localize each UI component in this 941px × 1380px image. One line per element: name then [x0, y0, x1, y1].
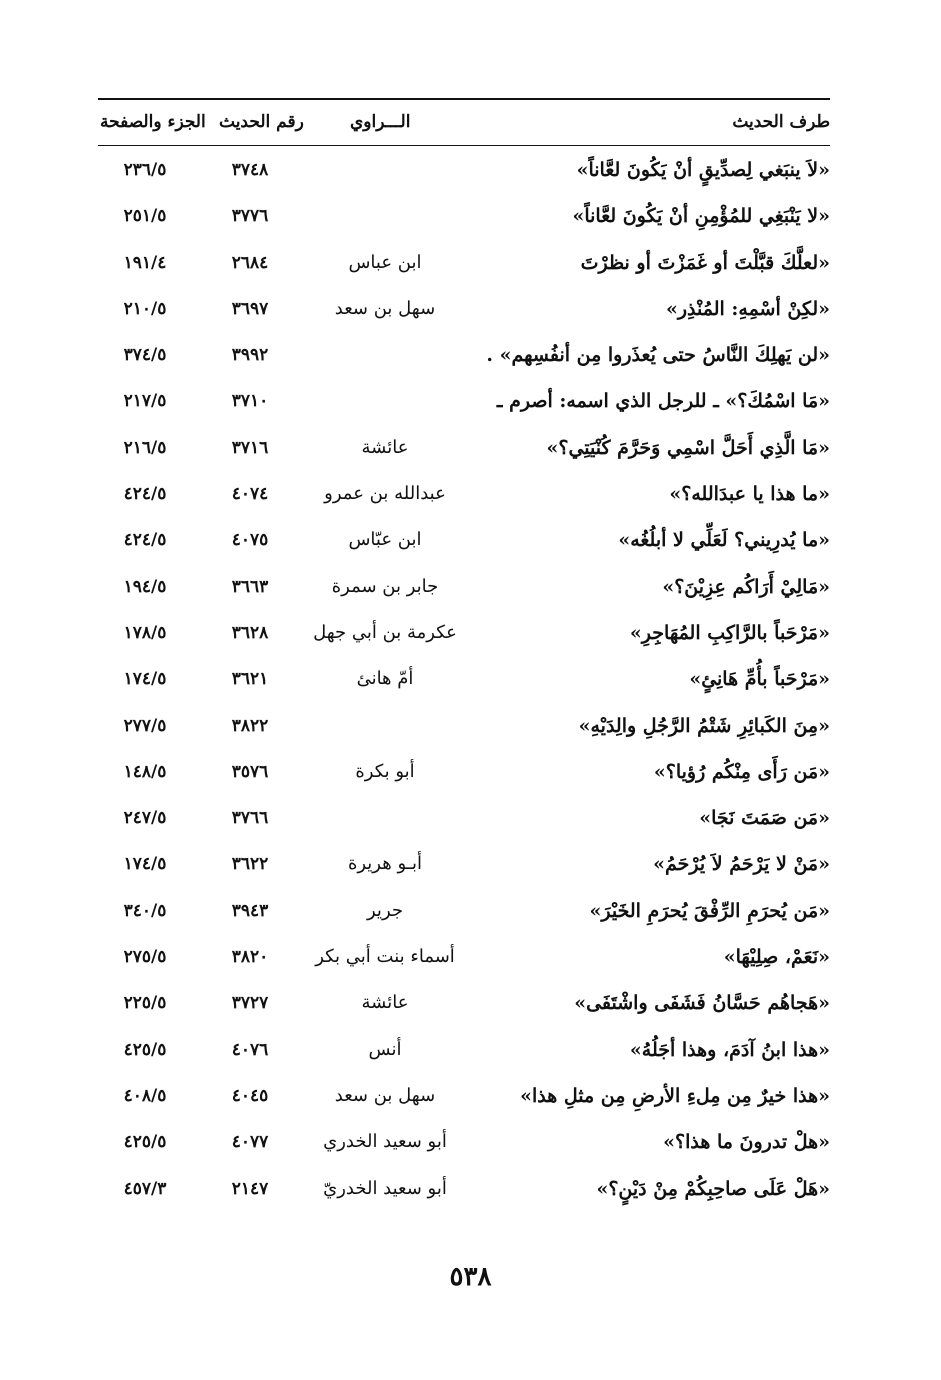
rawi-cell: عبدالله بن عمرو — [324, 483, 446, 505]
page-number: ٥٣٨ — [449, 1262, 492, 1292]
hadith-number-cell: ٣٦٢١ — [231, 669, 269, 690]
hadith-index-table — [0, 148, 941, 1213]
hadith-cell: «مَنْ لا يَرْحَمُ لاَ يُرْحَمُ» — [653, 853, 830, 876]
hadith-cell: «هلْ تدرونَ ما هذا؟» — [663, 1131, 830, 1154]
volume-page-cell: ٤٠٨/٥ — [123, 1085, 167, 1106]
volume-page-cell: ٢٧٧/٥ — [123, 715, 167, 736]
hadith-number-cell: ٣٥٧٦ — [231, 761, 269, 782]
table-row — [0, 1120, 941, 1166]
table-row — [0, 796, 941, 842]
hadith-number-cell: ٣٧٢٧ — [231, 993, 269, 1014]
table-row — [0, 194, 941, 240]
hadith-cell: «مَرْحَباً بأُمِّ هَانِئٍ» — [689, 668, 830, 691]
table-row — [0, 426, 941, 472]
hadith-number-cell: ٣٧١٠ — [231, 391, 269, 412]
hadith-number-cell: ٣٧٧٦ — [231, 206, 269, 227]
table-row — [0, 981, 941, 1027]
hadith-number-cell: ٤٠٧٦ — [231, 1039, 269, 1060]
rawi-cell: جرير — [367, 899, 403, 921]
hadith-cell: «لعلَّكَ قبَّلْتَ أو غَمَزْتَ أو نظرْتَ — [580, 251, 830, 274]
header-hadith: طرف الحديث — [732, 112, 830, 132]
volume-page-cell: ١٧٨/٥ — [123, 622, 167, 643]
hadith-number-cell: ٣٧٤٨ — [231, 160, 269, 180]
table-row — [0, 935, 941, 981]
rawi-cell: سهل بن سعد — [334, 1084, 436, 1106]
table-row — [0, 472, 941, 518]
volume-page-cell: ٣٤٠/٥ — [123, 900, 167, 921]
hadith-cell: «ما هذا يا عبدَالله؟» — [669, 483, 830, 506]
hadith-cell: «لكِنْ أسْمِهِ: المُنْذِر» — [665, 297, 830, 320]
hadith-number-cell: ٣٩٩٢ — [231, 345, 269, 366]
rawi-cell: أبو سعيد الخدريّ — [323, 1177, 447, 1199]
rawi-cell: عكرمة بن أبي جهل — [313, 621, 457, 643]
hadith-cell: «ما يُدرِيني؟ لَعَلِّي لا أبلُغُه» — [618, 529, 830, 552]
volume-page-cell: ٢٤٧/٥ — [123, 808, 167, 829]
volume-page-cell: ٢١٠/٥ — [123, 298, 167, 319]
hadith-number-cell: ٢١٤٧ — [231, 1178, 269, 1199]
table-row — [0, 889, 941, 935]
hadith-cell: «مَالِيْ أَرَاكُم عِزِيْنَ؟» — [662, 575, 830, 598]
hadith-number-cell: ٤٠٧٤ — [231, 484, 269, 505]
hadith-cell: «مَن رَأَى مِنْكُم رُؤيا؟» — [653, 760, 830, 783]
hadith-number-cell: ٣٦٢٨ — [231, 622, 269, 643]
volume-page-cell: ٢٧٥/٥ — [123, 947, 167, 968]
hadith-number-cell: ٣٦٩٧ — [231, 298, 269, 319]
volume-page-cell: ٤٢٤/٥ — [123, 530, 167, 551]
hadith-cell: «مَن صَمَتَ نَجَا» — [699, 807, 830, 830]
rawi-cell: ابن عبّاس — [348, 529, 422, 551]
table-row — [0, 333, 941, 379]
rawi-cell: عائشة — [361, 436, 409, 458]
hadith-cell: «هَلْ عَلَى صاحِبِكُمْ مِنْ دَيْنٍ؟» — [596, 1177, 830, 1200]
header-rawi: الـــراوي — [350, 112, 411, 132]
hadith-cell: «هذا خيرٌ مِن مِلءِ الأرضِ مِن مثلِ هذا» — [520, 1084, 830, 1107]
volume-page-cell: ٤٢٥/٥ — [123, 1039, 167, 1060]
hadith-cell: «مِنَ الكَبائِرِ شَتْمُ الرَّجُلِ والِدَيْهِ» — [578, 714, 830, 737]
volume-page-cell: ٢١٧/٥ — [123, 391, 167, 412]
hadith-number-cell: ٤٠٧٧ — [231, 1132, 269, 1153]
rawi-cell: أبو بكرة — [355, 760, 415, 782]
rawi-cell: أنس — [368, 1038, 402, 1060]
volume-page-cell: ٤٢٤/٥ — [123, 484, 167, 505]
hadith-number-cell: ٣٩٤٣ — [231, 900, 269, 921]
header-rule — [98, 145, 830, 146]
rawi-cell: عائشة — [361, 992, 409, 1014]
hadith-cell: «لاَ ينبَغي لِصدِّيقٍ أنْ يَكُونَ لعَّاناً» — [576, 159, 830, 181]
rawi-cell: أمّ هانئ — [356, 668, 414, 690]
hadith-number-cell: ٢٦٨٤ — [231, 252, 269, 273]
volume-page-cell: ٢١٦/٥ — [123, 437, 167, 458]
volume-page-cell: ١٤٨/٥ — [123, 761, 167, 782]
hadith-number-cell: ٤٠٧٥ — [231, 530, 269, 551]
rawi-cell: ابن عباس — [348, 251, 422, 273]
table-row — [0, 241, 941, 287]
hadith-number-cell: ٣٧١٦ — [231, 437, 269, 458]
table-row — [0, 379, 941, 425]
table-row — [0, 518, 941, 564]
table-row — [0, 611, 941, 657]
table-row — [0, 842, 941, 888]
table-row — [0, 750, 941, 796]
table-row — [0, 287, 941, 333]
header-volume-page: الجزء والصفحة — [100, 112, 206, 132]
volume-page-cell: ٢٥١/٥ — [123, 206, 167, 227]
rawi-cell: أبو سعيد الخدري — [323, 1131, 447, 1153]
table-row — [0, 657, 941, 703]
hadith-cell: «مَن يُحرَمِ الرِّفْقَ يُحرَمِ الخَيْرَ» — [589, 899, 830, 922]
rawi-cell: سهل بن سعد — [334, 297, 436, 319]
volume-page-cell: ١٩١/٤ — [123, 252, 167, 273]
hadith-cell: «نَعَمْ، صِلِيْهَا» — [723, 946, 830, 969]
hadith-cell: «مَا اسْمُكَ؟» ـ للرجل الذي اسمه: أصرم ـ — [496, 390, 830, 413]
hadith-cell: «لن يَهلِكَ النَّاسُ حتى يُعذَروا مِن أنفُسِهم» . — [486, 344, 830, 367]
table-row — [0, 1074, 941, 1120]
volume-page-cell: ١٧٤/٥ — [123, 854, 167, 875]
hadith-number-cell: ٣٦٦٣ — [231, 576, 269, 597]
volume-page-cell: ١٩٤/٥ — [123, 576, 167, 597]
rawi-cell: أبـو هريرة — [347, 853, 423, 875]
hadith-cell: «هذا ابنُ آدَمَ، وهذا أجَلُهُ» — [629, 1038, 830, 1061]
hadith-cell: «لا يَنْبَغِي للمُؤْمِنِ أنْ يَكُونَ لعَّاناً» — [572, 205, 830, 228]
volume-page-cell: ٤٢٥/٥ — [123, 1132, 167, 1153]
volume-page-cell: ١٧٤/٥ — [123, 669, 167, 690]
volume-page-cell: ٤٥٧/٣ — [123, 1178, 167, 1199]
hadith-cell: «هَجاهُم حَسَّانُ فَشَفَى واشْتَفَى» — [574, 992, 830, 1015]
rawi-cell: أسماء بنت أبي بكر — [315, 946, 455, 968]
top-rule — [98, 98, 830, 100]
hadith-number-cell: ٤٠٤٥ — [231, 1085, 269, 1106]
volume-page-cell: ٢٢٥/٥ — [123, 993, 167, 1014]
hadith-number-cell: ٣٨٢٢ — [231, 715, 269, 736]
table-row — [0, 1167, 941, 1213]
hadith-number-cell: ٣٦٢٢ — [231, 854, 269, 875]
rawi-cell: جابر بن سمرة — [331, 575, 439, 597]
header-number: رقم الحديث — [219, 112, 304, 132]
hadith-number-cell: ٣٧٦٦ — [231, 808, 269, 829]
hadith-cell: «مَا الَّذِي أَحَلَّ اسْمِي وَحَرَّمَ كُنْيَتِي؟» — [546, 436, 830, 459]
hadith-cell: «مَرْحَباً بالرَّاكِبِ المُهَاجِرِ» — [629, 621, 830, 644]
volume-page-cell: ٣٧٤/٥ — [123, 345, 167, 366]
hadith-number-cell: ٣٨٢٠ — [231, 947, 269, 968]
table-row — [0, 148, 941, 194]
table-row — [0, 704, 941, 750]
volume-page-cell: ٢٣٦/٥ — [123, 160, 167, 180]
table-row — [0, 565, 941, 611]
table-row — [0, 1028, 941, 1074]
